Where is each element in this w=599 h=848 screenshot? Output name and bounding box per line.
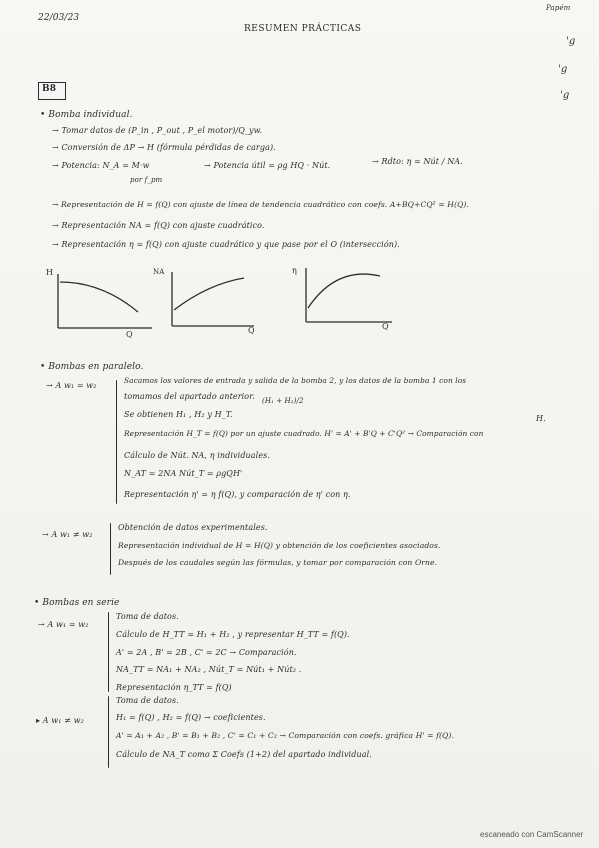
x-axis-label: Q: [248, 326, 255, 335]
note-line: N_AT = 2NA Nút_T = ρgQH': [124, 469, 243, 478]
note-line: → Representación η = f(Q) con ajuste cuadrático y que pase por el O (intersección).: [52, 240, 400, 249]
note-line: Cálculo de H_TT = H₁ + H₂ , y representar H_TT = f(Q).: [116, 630, 350, 639]
y-axis-label: NA: [153, 268, 165, 276]
note-line: (H₁ + H₂)/2: [262, 397, 304, 405]
eta-curve: [308, 274, 380, 308]
note-line: NA_TT = NA₁ + NA₂ , Nút_T = Nút₁ + Nút₂ .: [116, 665, 302, 674]
h-curve: [60, 282, 138, 312]
note-line: Después de los caudales según las fórmulas, y tomar por comparación con Orne.: [118, 558, 438, 567]
y-axis-label: H: [46, 268, 54, 277]
note-line: Representación η_TT = f(Q): [116, 683, 232, 692]
note-line: → Rdto: η = Nút / NA.: [372, 157, 463, 166]
page-label: Papém: [546, 4, 571, 12]
note-line: H₁ = f(Q) , H₂ = f(Q) → coeficientes.: [116, 713, 266, 722]
case-brace: [108, 612, 109, 692]
h-vs-q-graph: [42, 268, 172, 338]
case-label: → A w₁ = w₂: [46, 381, 97, 390]
case-brace: [116, 380, 117, 504]
note-line: → Tomar datos de (P_in , P_out , P_el motor)/Q_yw.: [52, 126, 263, 135]
x-axis-label: Q: [126, 330, 133, 339]
note-line: Se obtienen H₁ , H₂ y H_T.: [124, 410, 233, 419]
note-line: Toma de datos.: [116, 696, 179, 705]
margin-mark: 'g: [558, 64, 568, 75]
x-axis-label: Q: [382, 322, 389, 331]
case-brace: [108, 696, 109, 768]
note-line: Sacamos los valores de entrada y salida de la bomba 2, y los datos de la bomba 1 con los: [124, 376, 467, 385]
note-line: H.: [536, 414, 546, 423]
note-line: A' = 2A , B' = 2B , C' = 2C → Comparación.: [116, 648, 297, 657]
date: 22/03/23: [38, 13, 80, 23]
note-line: Representación η' = η f(Q), y comparación de η' con η.: [124, 490, 351, 499]
individual-heading: • Bomba individual.: [40, 110, 133, 120]
note-line: → Potencia útil = ρg HQ · Nút.: [204, 161, 331, 170]
margin-mark: 'g: [566, 36, 576, 47]
page-title: RESUMEN PRÁCTICAS: [244, 24, 362, 34]
note-line: Toma de datos.: [116, 612, 179, 621]
note-line: tomamos del apartado anterior.: [124, 392, 255, 401]
note-line: → Representación NA = f(Q) con ajuste cuadrático.: [52, 221, 265, 230]
case-brace: [110, 523, 111, 575]
note-line: Representación H_T = f(Q) por un ajuste cuadrado. H' = A' + B'Q + C'Q² → Comparación con: [124, 429, 484, 438]
y-axis-label: η: [292, 266, 297, 275]
note-line: Cálculo de NA_T como Σ Coefs (1+2) del apartado individual.: [116, 750, 372, 759]
case-label: → A w₁ ≠ w₂: [42, 530, 93, 539]
section-code: B8: [42, 84, 57, 94]
note-line: por f_pm: [130, 176, 163, 184]
case-label: ▸ A w₁ ≠ w₂: [36, 716, 84, 725]
note-line: Obtención de datos experimentales.: [118, 523, 268, 532]
note-line: Cálculo de Nút. NA, η individuales.: [124, 451, 271, 460]
series-heading: • Bombas en serie: [34, 598, 120, 608]
parallel-heading: • Bombas en paralelo.: [40, 362, 144, 372]
scanner-watermark: escaneado con CamScanner: [480, 830, 584, 839]
note-line: Representación individual de H = H(Q) y obtención de los coeficientes asociados.: [118, 541, 441, 550]
case-label: → A w₁ = w₂: [38, 620, 89, 629]
na-curve: [174, 278, 244, 310]
margin-mark: 'g: [560, 90, 570, 101]
note-line: A' = A₁ + A₂ , B' = B₁ + B₂ , C' = C₁ + C₂ → Comparación con coefs. gráfica H' = f(Q).: [116, 731, 454, 740]
note-line: → Representación de H = f(Q) con ajuste de línea de tendencia cuadrático con coefs. A+BQ+CQ² = H(Q).: [52, 200, 469, 209]
note-line: → Conversión de ΔP → H (fórmula pérdidas de carga).: [52, 143, 276, 152]
note-line: → Potencia: N_A = M·w: [52, 161, 150, 170]
